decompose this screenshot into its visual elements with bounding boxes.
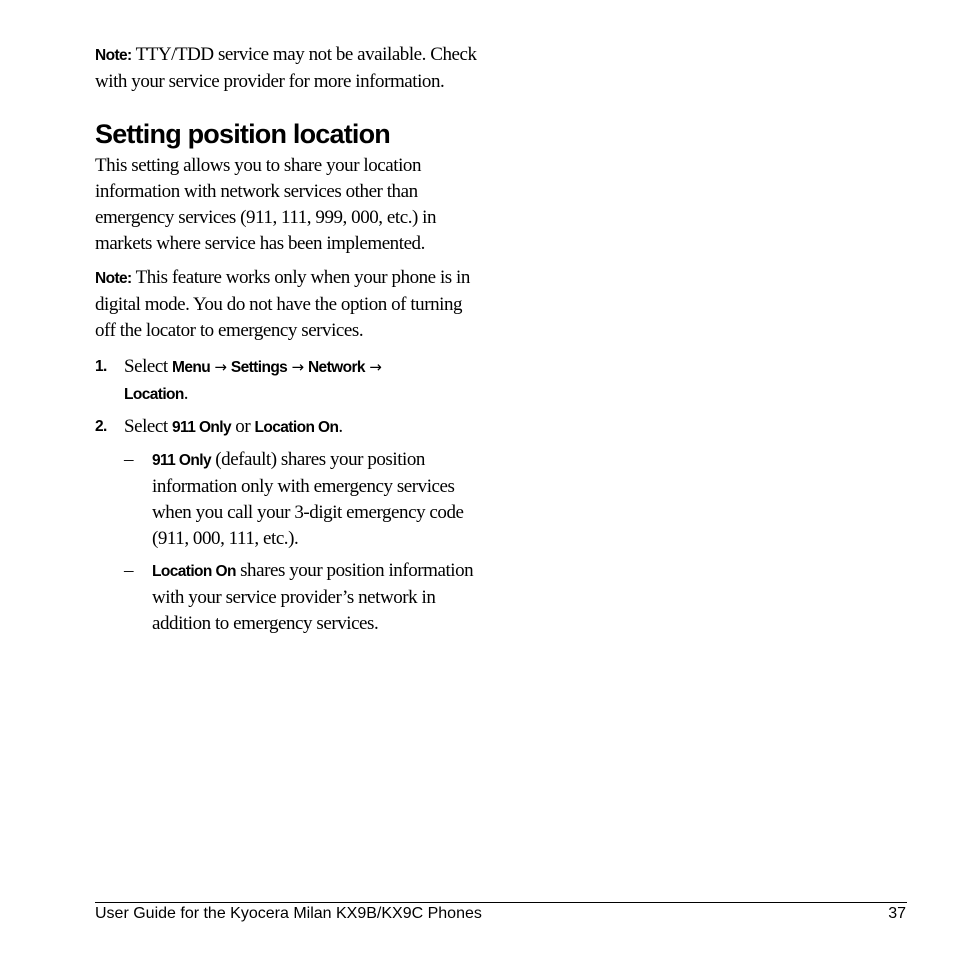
step-prefix: Select <box>124 416 173 437</box>
option-description-911-only <box>95 447 485 552</box>
arrow-icon: → <box>369 358 382 376</box>
menu-path-network: Network <box>307 359 365 376</box>
arrow-icon: → <box>291 358 304 376</box>
step-prefix: Select <box>124 356 173 377</box>
menu-path-settings: Settings <box>230 359 288 376</box>
option-label: 911 Only <box>152 452 211 469</box>
option-text: shares your position information with your service provider’s network in addition to emergency services. <box>152 560 474 634</box>
main-column <box>95 40 485 637</box>
step-number: 1. <box>95 358 107 375</box>
note-text: This feature works only when your phone is in digital mode. You do not have the option of turning off the locator to emergency services. <box>95 267 470 341</box>
step-suffix: . <box>183 383 189 404</box>
step-mid: or <box>231 416 255 437</box>
note-label: Note: <box>95 47 132 64</box>
tty-note <box>95 40 485 95</box>
dash-bullet: – <box>124 560 134 581</box>
menu-path-location: Location <box>124 386 184 403</box>
option-text: (default) shares your position information only with emergency services when you call your 3-digit emergency code (911, 000, 111, etc.). <box>152 449 464 549</box>
step-2 <box>95 414 485 441</box>
note-text: TTY/TDD service may not be available. Check with your service provider for more information. <box>95 44 477 92</box>
intro-paragraph: This setting allows you to share your location information with network services other than emergency services (911, 111, 999, 000, etc.) in markets where service has been implemented. <box>95 155 437 254</box>
option-description-location-on <box>95 558 485 637</box>
digital-mode-note <box>95 265 485 344</box>
option-911-only: 911 Only <box>172 419 231 436</box>
section-heading: Setting position location <box>95 119 390 149</box>
note-label: Note: <box>95 270 132 287</box>
dash-bullet: – <box>124 449 134 470</box>
menu-path-menu: Menu <box>172 359 211 376</box>
option-label: Location On <box>152 563 236 580</box>
page-number: 37 <box>888 905 906 922</box>
step-number: 2. <box>95 418 107 435</box>
footer-title: User Guide for the Kyocera Milan KX9B/KX9C Phones <box>95 905 482 922</box>
arrow-icon: → <box>214 358 227 376</box>
option-location-on: Location On <box>254 419 339 436</box>
step-1 <box>95 354 485 408</box>
footer-divider <box>95 902 907 903</box>
step-suffix: . <box>338 416 343 437</box>
